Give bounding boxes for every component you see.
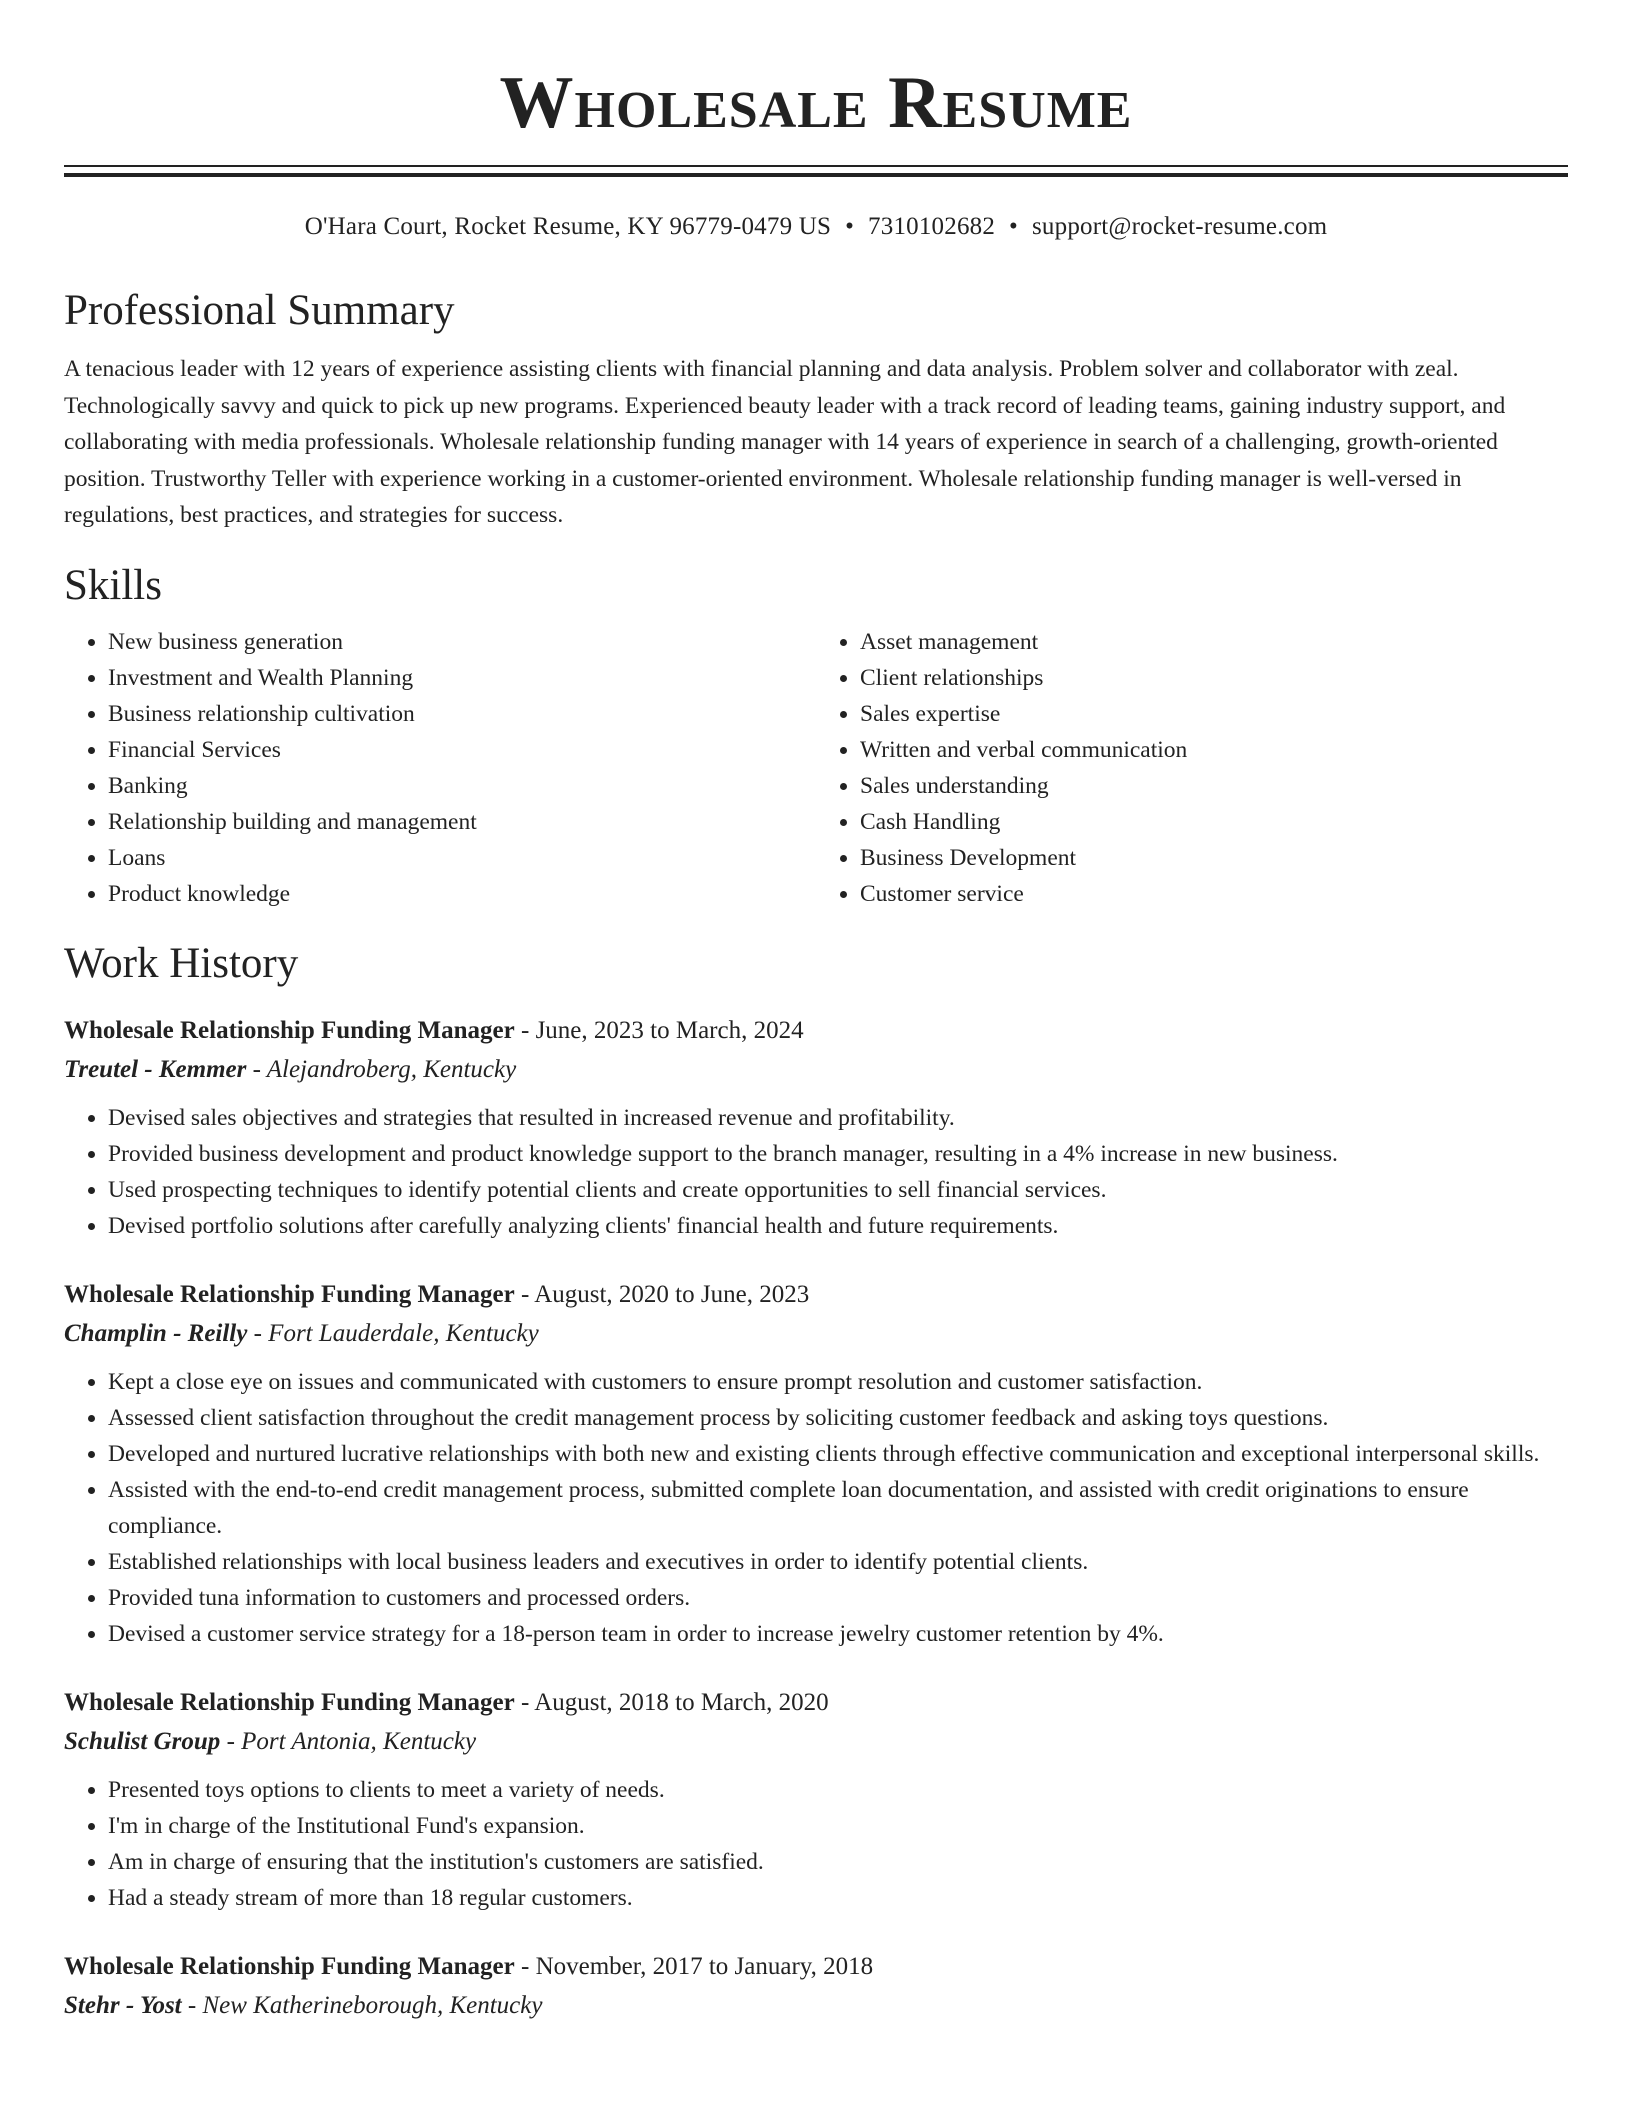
job-bullet: • Devised sales objectives and strategies that resulted in increased revenue and profitability. xyxy=(108,1100,1568,1136)
company-name: Stehr - Yost xyxy=(64,1991,182,2019)
job-bullet: • Had a steady stream of more than 18 regular customers. xyxy=(108,1880,1568,1916)
company-line xyxy=(64,1986,1568,2026)
job-bullet: • Assisted with the end-to-end credit management process, submitted complete loan documentation, and assisted with credit originations to ensure compliance. xyxy=(108,1472,1568,1544)
company-name: Champlin - Reilly xyxy=(64,1319,248,1347)
job-bullet: • Kept a close eye on issues and communicated with customers to ensure prompt resolution and customer satisfaction. xyxy=(108,1364,1568,1400)
job-bullet: • Presented toys options to clients to meet a variety of needs. xyxy=(108,1772,1568,1808)
job-bullet: • Am in charge of ensuring that the institution's customers are satisfied. xyxy=(108,1844,1568,1880)
job-title: Wholesale Relationship Funding Manager xyxy=(64,1280,515,1308)
skill-item: • Asset management xyxy=(860,624,1568,660)
job-entry xyxy=(64,1276,1568,1652)
job-title-line xyxy=(64,1012,1568,1050)
skill-item: • Sales understanding xyxy=(860,768,1568,804)
contact-separator: • xyxy=(845,213,855,240)
skill-item: • Written and verbal communication xyxy=(860,732,1568,768)
job-title: Wholesale Relationship Funding Manager xyxy=(64,1952,515,1980)
job-bullet: • Devised a customer service strategy for a 18-person team in order to increase jewelry customer retention by 4%. xyxy=(108,1616,1568,1652)
job-dates: - August, 2020 to June, 2023 xyxy=(514,1280,810,1308)
job-title-line xyxy=(64,1684,1568,1722)
contact-phone: 7310102682 xyxy=(868,213,996,240)
skill-item: • Banking xyxy=(108,768,816,804)
job-bullet: • Assessed client satisfaction throughout the credit management process by soliciting customer feedback and asking toys questions. xyxy=(108,1400,1568,1436)
job-entry xyxy=(64,1948,1568,2026)
skill-item: • Financial Services xyxy=(108,732,816,768)
skills-column-left xyxy=(64,624,816,912)
job-entry xyxy=(64,1684,1568,1916)
contact-separator: • xyxy=(1009,213,1018,240)
skill-item: • Investment and Wealth Planning xyxy=(108,660,816,696)
job-bullet: • Used prospecting techniques to identify potential clients and create opportunities to sell financial services. xyxy=(108,1172,1568,1208)
job-dates: - November, 2017 to January, 2018 xyxy=(514,1952,874,1980)
company-name: Schulist Group xyxy=(64,1727,221,1755)
skill-item: • Cash Handling xyxy=(860,804,1568,840)
skill-item: • Business Development xyxy=(860,840,1568,876)
contact-line xyxy=(64,211,1568,243)
company-location: - Alejandroberg, Kentucky xyxy=(246,1055,517,1083)
job-bullet: • Devised portfolio solutions after carefully analyzing clients' financial health and future requirements. xyxy=(108,1208,1568,1244)
skills-list xyxy=(64,624,1568,912)
contact-address: O'Hara Court, Rocket Resume, KY 96779-0479 US xyxy=(304,213,832,240)
job-entry xyxy=(64,1012,1568,1244)
job-bullet: • I'm in charge of the Institutional Fund's expansion. xyxy=(108,1808,1568,1844)
job-bullets xyxy=(64,1364,1568,1652)
title-divider-thick xyxy=(64,173,1568,177)
title-divider-thin xyxy=(64,165,1568,167)
company-location: - New Katherineborough, Kentucky xyxy=(181,1991,543,2019)
contact-email: support@rocket-resume.com xyxy=(1032,213,1328,240)
skill-item: • Customer service xyxy=(860,876,1568,912)
job-title-line xyxy=(64,1276,1568,1314)
company-name: Treutel - Kemmer xyxy=(64,1055,247,1083)
job-bullet: • Established relationships with local business leaders and executives in order to identify potential clients. xyxy=(108,1544,1568,1580)
job-title-line xyxy=(64,1948,1568,1986)
skill-item: • Loans xyxy=(108,840,816,876)
work-history-heading: Work History xyxy=(64,939,299,987)
summary-text: A tenacious leader with 12 years of experience assisting clients with financial planning and data analysis. Problem solver and collaborator with zeal. Technologically savvy and quick to pick up new programs. Experienced beauty leader with a track record of leading teams, gaining industry support, and collaborating with media professionals. Wholesale relationship funding manager with 14 years of experience in search of a challenging, growth-oriented position. Trustworthy Teller with experience working in a customer-oriented environment. Wholesale relationship funding manager is well-versed in regulations, best practices, and strategies for success. xyxy=(64,356,1506,528)
job-bullet: • Provided tuna information to customers and processed orders. xyxy=(108,1580,1568,1616)
skill-item: • Relationship building and management xyxy=(108,804,816,840)
resume-title: Wholesale Resume xyxy=(499,62,1133,144)
company-line xyxy=(64,1050,1568,1090)
skill-item: • Client relationships xyxy=(860,660,1568,696)
company-location: - Fort Lauderdale, Kentucky xyxy=(247,1319,539,1347)
job-dates: - August, 2018 to March, 2020 xyxy=(514,1688,829,1716)
company-line xyxy=(64,1314,1568,1354)
skills-heading: Skills xyxy=(64,561,162,609)
company-line xyxy=(64,1722,1568,1762)
job-bullets xyxy=(64,1772,1568,1916)
company-location: - Port Antonia, Kentucky xyxy=(220,1727,477,1755)
skill-item: • Business relationship cultivation xyxy=(108,696,816,732)
job-bullet: • Developed and nurtured lucrative relationships with both new and existing clients through effective communication and exceptional interpersonal skills. xyxy=(108,1436,1568,1472)
job-dates: - June, 2023 to March, 2024 xyxy=(514,1016,804,1044)
skill-item: • New business generation xyxy=(108,624,816,660)
job-title: Wholesale Relationship Funding Manager xyxy=(64,1688,515,1716)
skill-item: • Product knowledge xyxy=(108,876,816,912)
job-bullets xyxy=(64,1100,1568,1244)
skills-column-right xyxy=(816,624,1568,912)
skill-item: • Sales expertise xyxy=(860,696,1568,732)
job-title: Wholesale Relationship Funding Manager xyxy=(64,1016,515,1044)
job-bullet: • Provided business development and product knowledge support to the branch manager, resulting in a 4% increase in new business. xyxy=(108,1136,1568,1172)
summary-heading: Professional Summary xyxy=(64,287,455,334)
